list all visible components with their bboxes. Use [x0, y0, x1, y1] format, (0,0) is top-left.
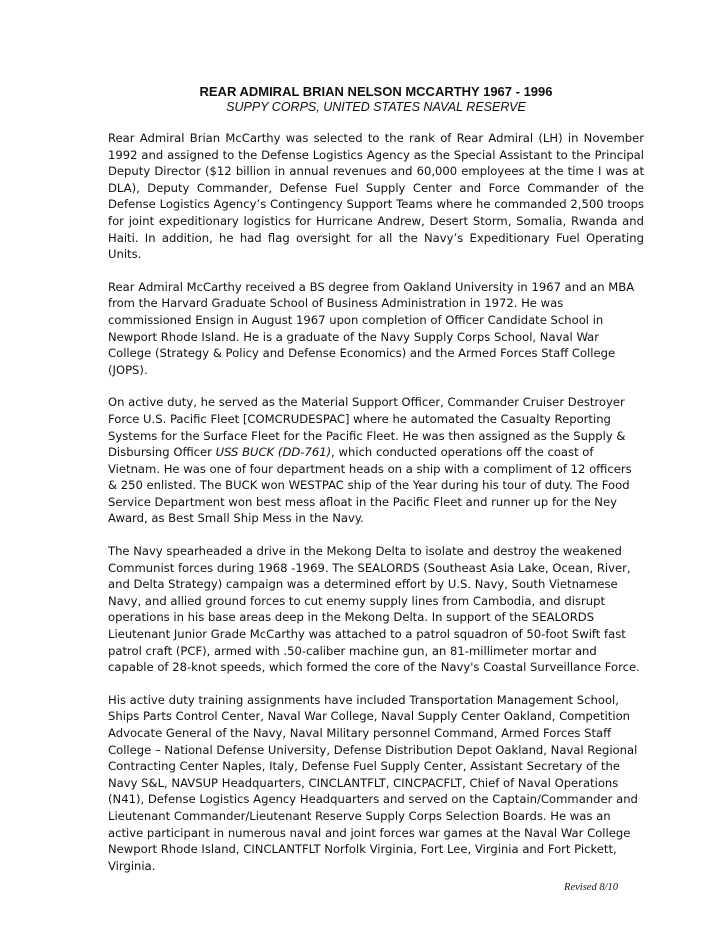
- paragraph-education: Rear Admiral McCarthy received a BS degree from Oakland University in 1967 and an MBA from the Harvard Graduate School of Business Administration in 1972. He was commissioned Ensign in August 1967 upon completion of Officer Candidate School in Newport Rhode Island. He is a graduate of the Navy Supply Corps School, Naval War College (Strategy & Policy and Defense Economics) and the Armed Forces Staff College (JOPS).: [108, 279, 635, 377]
- ship-name: USS BUCK (DD-761): [215, 445, 332, 460]
- document-title: REAR ADMIRAL BRIAN NELSON MCCARTHY 1967 - 1996: [199, 84, 553, 99]
- paragraph-flag-assignment: Rear Admiral Brian McCarthy was selected to the rank of Rear Admiral (LH) in November 1992 and assigned to the Defense Logistics Agency as the Special Assistant to the Principal Deputy Director ($12 billion in annual revenues and 60,000 employees at the time I was at DLA), Deputy Commander, Defense Fuel Supply Center and Force Commander of the Defense Logistics Agency’s Contingency Support Teams where he commanded 2,500 troops for joint expeditionary logistics for Hurricane Andrew, Desert Storm, Somalia, Rwanda and Haiti. In addition, he had flag oversight for all the Navy’s Expeditionary Fuel Operating Units.: [108, 131, 644, 262]
- paragraph-mekong-delta: The Navy spearheaded a drive in the Mekong Delta to isolate and destroy the weakened Communist forces during 1968 -1969. The SEALORDS (Southeast Asia Lake, Ocean, River, and Delta Strategy) campaign was a determined effort by U.S. Navy, South Vietnamese Navy, and allied ground forces to cut enemy supply lines from Cambodia, and disrupt operations in his base areas deep in the Mekong Delta. In support of the SEALORDS Lieutenant Junior Grade McCarthy was attached to a patrol squadron of 50-foot Swift fast patrol craft (PCF), armed with .50-caliber machine gun, an 81-millimeter mortar and capable of 28-knot speeds, which formed the core of the Navy's Coastal Surveillance Force.: [108, 544, 640, 675]
- paragraph-active-duty-text-1: On active duty, he served as the Material Support Officer, Commander Cruiser Destroyer Force U.S. Pacific Fleet [COMCRUDESPAC] where he automated the Casualty Reporting Systems for the Surface Fleet for the Pacific Fleet. He was then assigned as the Supply & Disbursing Officer: [108, 395, 626, 460]
- paragraph-training-assignments: His active duty training assignments have included Transportation Management School, Ships Parts Control Center, Naval War College, Naval Supply Center Oakland, Competition Advocate General of the Navy, Naval Military personnel Command, Armed Forces Staff College – National Defense University, Defense Distribution Depot Oakland, Naval Regional Contracting Center Naples, Italy, Defense Fuel Supply Center, Assistant Secretary of the Navy S&L, NAVSUP Headquarters, CINCLANTFLT, CINCPACFLT, Chief of Naval Operations (N41), Defense Logistics Agency Headquarters and served on the Captain/Commander and Lieutenant Commander/Lieutenant Reserve Supply Corps Selection Boards. He was an active participant in numerous naval and joint forces war games at the Naval War College Newport Rhode Island, CINCLANTFLT Norfolk Virginia, Fort Lee, Virginia and Fort Pickett, Virginia.: [108, 692, 638, 873]
- revision-footer: Revised 8/10: [564, 882, 618, 893]
- paragraph-active-duty: [108, 394, 644, 527]
- document-subtitle: SUPPY CORPS, UNITED STATES NAVAL RESERVE: [226, 100, 526, 114]
- paragraph-active-duty-text-2: , which conducted operations off the coast of Vietnam. He was one of four department heads on a ship with a compliment of 12 officers & 250 enlisted. The BUCK won WESTPAC ship of the Year during his tour of duty. The Food Service Department won best mess afloat in the Pacific Fleet and runner up for the Ney Award, as Best Small Ship Mess in the Navy.: [108, 445, 632, 526]
- document-body: [108, 130, 644, 890]
